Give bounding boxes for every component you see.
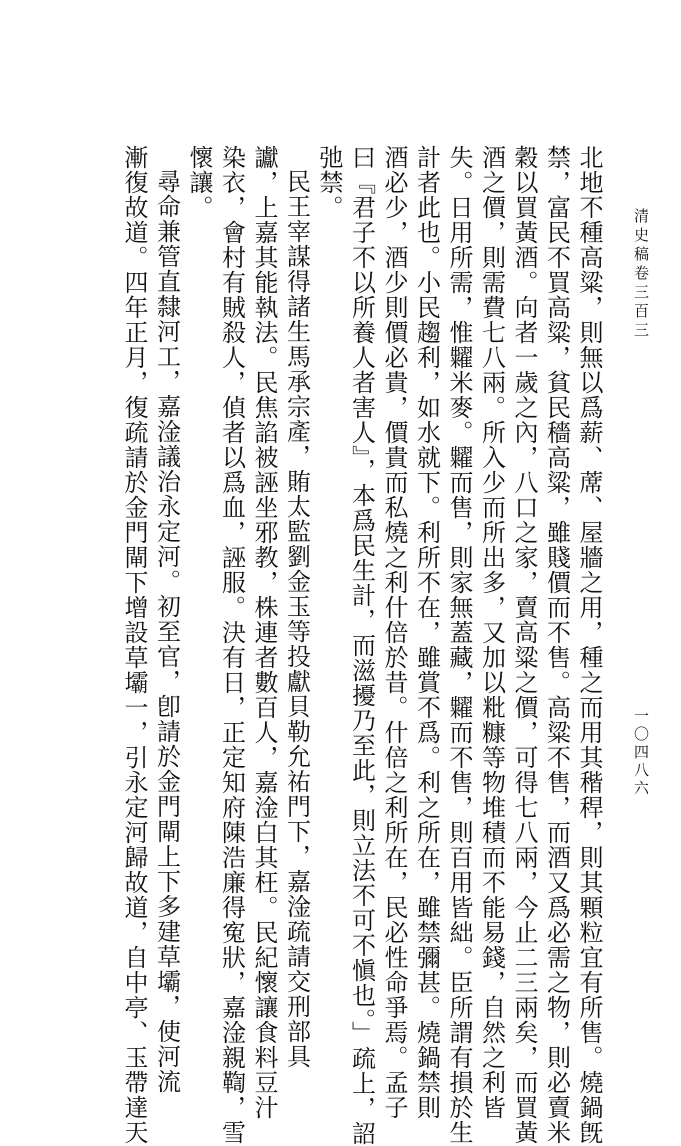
text-column: 計者此也。小民趨利，如水就下。利所不在，雖賞不爲。利之所在，雖禁彌甚。燒鍋禁則 (412, 145, 441, 1120)
text-column: 穀以買黃酒。向者一歲之內，八口之家，賣高粱之價，可得七八兩，今止二三兩矣，而買黃 (510, 145, 538, 1145)
text-column: 染衣，會村有賊殺人，偵者以爲血，誣服。決有日，正定知府陳浩廉得寃狀，嘉淦親鞫，雪 (217, 145, 246, 1145)
text-column: 讞，上嘉其能執法。民焦諂被誣坐邪教，株連者數百人，嘉淦白其枉。民紀懷讓食料豆汁 (250, 145, 278, 1120)
text-column: 酒之價，則需費七八兩。所入少而所出多，又加以粃糠等物堆積而不能易錢，自然之利皆 (477, 145, 506, 1120)
text-column: 酒必少，酒少則價必貴，價貴而私燒之利什倍於昔。什倍之利所在，民必性命爭焉。孟子 (380, 145, 408, 1120)
running-title: 清史稿卷三百三 (632, 208, 650, 341)
text-column: 北地不種高粱，則無以爲薪、蓆、屋牆之用，種之而用其稭稈，則其顆粒宜有所售。燒鍋旣 (575, 145, 603, 1145)
text-column: 曰『君子不以所養人者害人』，本爲民生計，而滋擾乃至此，則立法不可不愼也。」疏上，詔 (347, 145, 376, 1146)
page-number: 一〇四八六 (632, 708, 650, 798)
text-column: 懷讓。 (185, 145, 213, 220)
text-column: 失。日用所需，惟糶米麥。糶而售，則家無蓋藏，糶而不售，則百用皆絀。臣所謂有損於生 (445, 145, 473, 1145)
text-column: 尋命兼管直隸河工，嘉淦議治永定河。初至官，卽請於金門閘上下多建草壩，使河流 (152, 169, 181, 1094)
text-column: 漸復故道。四年正月，復疏請於金門閘下增設草壩一，引永定河歸故道，自中亭、玉帶達天 (120, 145, 148, 1145)
text-column: 禁，富民不買高粱，貧民穡高粱，雖賤價而不售。高粱不售，而酒又爲必需之物，則必賣米 (542, 145, 571, 1145)
body-text (120, 145, 605, 1146)
text-column: 弛禁。 (315, 145, 343, 220)
text-column: 民王宰謀得諸生馬承宗產，賄太監劉金玉等投獻貝勒允祐門下，嘉淦疏請交刑部具 (282, 169, 311, 1069)
